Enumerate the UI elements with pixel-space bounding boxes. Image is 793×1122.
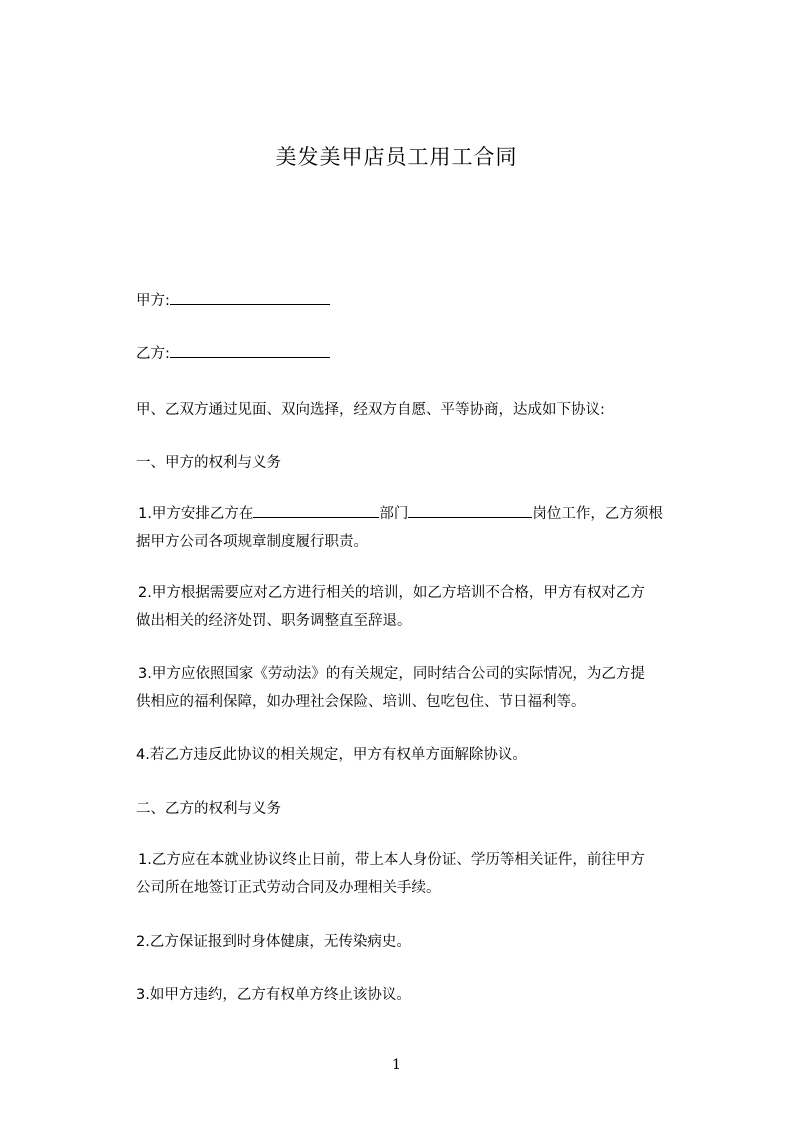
document-title: 美发美甲店员工用工合同	[275, 145, 518, 169]
party-a-label: 甲方:	[136, 293, 170, 309]
s1-item1-part3: 岗位工作，乙方须根	[532, 506, 663, 522]
s1-item2-line1: 2.甲方根据需要应对乙方进行相关的培训，如乙方培训不合格，甲方有权对乙方	[138, 585, 645, 601]
s1-item1-part2: 部门	[379, 506, 409, 522]
s1-item2	[136, 579, 718, 629]
s1-item3	[136, 660, 718, 710]
s1-item3-line2: 供相应的福利保障，如办理社会保险、培训、包吃包住、节日福利等。	[136, 694, 586, 710]
s1-item2-line2: 做出相关的经济处罚、职务调整直至辞退。	[136, 613, 412, 629]
s1-item3-line1: 3.甲方应依照国家《劳动法》的有关规定，同时结合公司的实际情况，为乙方提	[138, 666, 645, 682]
s2-item1-line1: 1.乙方应在本就业协议终止日前，带上本人身份证、学历等相关证件，前往甲方	[138, 852, 645, 868]
party-b-label: 乙方:	[136, 346, 170, 362]
s2-item2: 2.乙方保证报到时身体健康，无传染病史。	[136, 934, 411, 950]
department-blank[interactable]	[253, 501, 379, 518]
s1-item1-part1: 1.甲方安排乙方在	[138, 506, 254, 522]
s1-item1	[136, 500, 718, 550]
party-b-line	[136, 340, 716, 368]
section2-heading: 二、乙方的权利与义务	[136, 801, 281, 817]
intro-paragraph: 甲、乙双方通过见面、双向选择，经双方自愿、平等协商，达成如下协议:	[136, 402, 605, 418]
party-a-line	[136, 287, 716, 315]
position-blank[interactable]	[408, 501, 532, 518]
party-a-blank[interactable]	[170, 288, 330, 305]
s1-item1-line2: 据甲方公司各项规章制度履行职责。	[136, 534, 368, 550]
s2-item1	[136, 846, 718, 896]
s1-item4: 4.若乙方违反此协议的相关规定，甲方有权单方面解除协议。	[136, 747, 527, 763]
section1-heading: 一、甲方的权利与义务	[136, 455, 281, 471]
s2-item3: 3.如甲方违约，乙方有权单方终止该协议。	[136, 987, 411, 1003]
party-b-blank[interactable]	[170, 341, 330, 358]
s2-item1-line2: 公司所在地签订正式劳动合同及办理相关手续。	[136, 880, 441, 896]
page-number: 1	[392, 1057, 401, 1073]
